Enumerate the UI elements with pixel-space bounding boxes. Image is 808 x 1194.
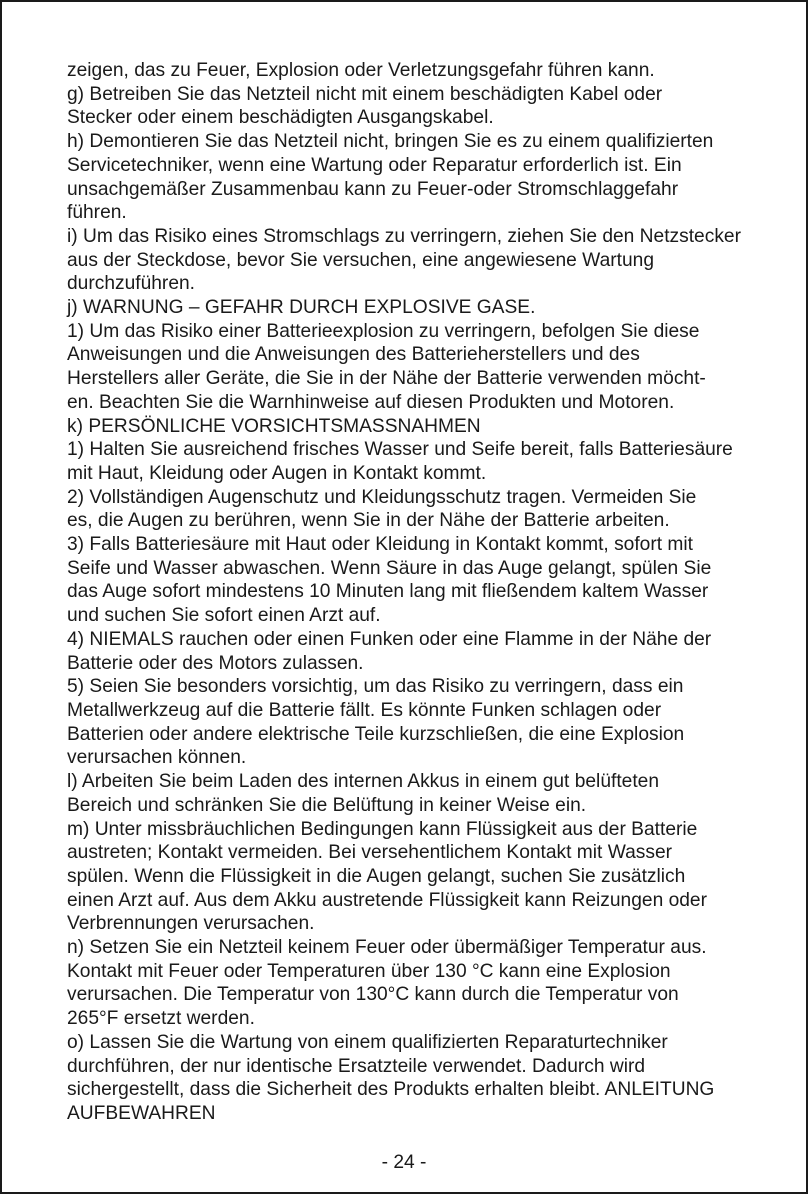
text-line: 1) Halten Sie ausreichend frisches Wasser und Seife bereit, falls Batteriesäure — [67, 439, 733, 461]
page-body-text — [67, 59, 747, 1126]
text-line: das Auge sofort mindestens 10 Minuten lang mit fließendem kaltem Wasser — [67, 581, 709, 603]
text-line: Kontakt mit Feuer oder Temperaturen über 130 °C kann eine Explosion — [67, 960, 671, 982]
text-line: verursachen. Die Temperatur von 130°C kann durch die Temperatur von — [67, 984, 679, 1006]
text-line: 1) Um das Risiko einer Batterieexplosion zu verringern, befolgen Sie diese — [67, 320, 700, 342]
text-line: k) PERSÖNLICHE VORSICHTSMASSNAHMEN — [67, 415, 481, 437]
text-line: n) Setzen Sie ein Netzteil keinem Feuer oder übermäßiger Temperatur aus. — [67, 937, 707, 959]
text-line: spülen. Wenn die Flüssigkeit in die Augen gelangt, suchen Sie zusätzlich — [67, 865, 686, 887]
text-line: einen Arzt auf. Aus dem Akku austretende Flüssigkeit kann Reizungen oder — [67, 889, 707, 911]
text-line: i) Um das Risiko eines Stromschlags zu verringern, ziehen Sie den Netzstecker — [67, 225, 741, 247]
text-line: es, die Augen zu berühren, wenn Sie in der Nähe der Batterie arbeiten. — [67, 510, 670, 532]
text-line: l) Arbeiten Sie beim Laden des internen Akkus in einem gut belüfteten — [67, 771, 659, 793]
text-line: 265°F ersetzt werden. — [67, 1008, 255, 1030]
text-line: en. Beachten Sie die Warnhinweise auf diesen Produkten und Motoren. — [67, 391, 675, 413]
text-line: m) Unter missbräuchlichen Bedingungen kann Flüssigkeit aus der Batterie — [67, 818, 698, 840]
text-line: AUFBEWAHREN — [67, 1102, 216, 1124]
text-line: Verbrennungen verursachen. — [67, 913, 315, 935]
text-line: verursachen können. — [67, 747, 247, 769]
text-line: Batterien oder andere elektrische Teile kurzschließen, die eine Explosion — [67, 723, 685, 745]
text-line: h) Demontieren Sie das Netzteil nicht, bringen Sie es zu einem qualifizierten — [67, 131, 714, 153]
text-line: 3) Falls Batteriesäure mit Haut oder Kleidung in Kontakt kommt, sofort mit — [67, 534, 693, 556]
text-line: durchzuführen. — [67, 273, 195, 295]
page-number: - 24 - — [381, 1152, 427, 1173]
text-line: aus der Steckdose, bevor Sie versuchen, eine angewiesene Wartung — [67, 249, 654, 271]
text-line: 2) Vollständigen Augenschutz und Kleidungsschutz tragen. Vermeiden Sie — [67, 486, 697, 508]
text-line: Servicetechniker, wenn eine Wartung oder Reparatur erforderlich ist. Ein — [67, 154, 682, 176]
text-line: Metallwerkzeug auf die Batterie fällt. Es könnte Funken schlagen oder — [67, 699, 662, 721]
text-line: Bereich und schränken Sie die Belüftung in keiner Weise ein. — [67, 794, 587, 816]
text-line: durchführen, der nur identische Ersatzteile verwendet. Dadurch wird — [67, 1055, 646, 1077]
text-line: austreten; Kontakt vermeiden. Bei versehentlichem Kontakt mit Wasser — [67, 842, 673, 864]
text-line: 4) NIEMALS rauchen oder einen Funken oder eine Flamme in der Nähe der — [67, 628, 712, 650]
text-line: zeigen, das zu Feuer, Explosion oder Verletzungsgefahr führen kann. — [67, 60, 655, 81]
text-line: und suchen Sie sofort einen Arzt auf. — [67, 605, 381, 627]
text-line: Stecker oder einem beschädigten Ausgangskabel. — [67, 107, 494, 129]
text-line: Herstellers aller Geräte, die Sie in der Nähe der Batterie verwenden möcht- — [67, 368, 706, 390]
text-line: mit Haut, Kleidung oder Augen in Kontakt kommt. — [67, 462, 487, 484]
text-line: Anweisungen und die Anweisungen des Batterieherstellers und des — [67, 344, 640, 366]
text-line: Batterie oder des Motors zulassen. — [67, 652, 364, 674]
text-line: führen. — [67, 202, 127, 224]
text-line: 5) Seien Sie besonders vorsichtig, um das Risiko zu verringern, dass ein — [67, 676, 684, 698]
text-line: Seife und Wasser abwaschen. Wenn Säure in das Auge gelangt, spülen Sie — [67, 557, 712, 579]
text-line: unsachgemäßer Zusammenbau kann zu Feuer-oder Stromschlaggefahr — [67, 178, 679, 200]
text-line: g) Betreiben Sie das Netzteil nicht mit einem beschädigten Kabel oder — [67, 83, 663, 105]
text-line: j) WARNUNG – GEFAHR DURCH EXPLOSIVE GASE. — [67, 297, 536, 319]
text-line: o) Lassen Sie die Wartung von einem qualifizierten Reparaturtechniker — [67, 1031, 668, 1053]
text-line: sichergestellt, dass die Sicherheit des Produkts erhalten bleibt. ANLEITUNG — [67, 1079, 715, 1101]
